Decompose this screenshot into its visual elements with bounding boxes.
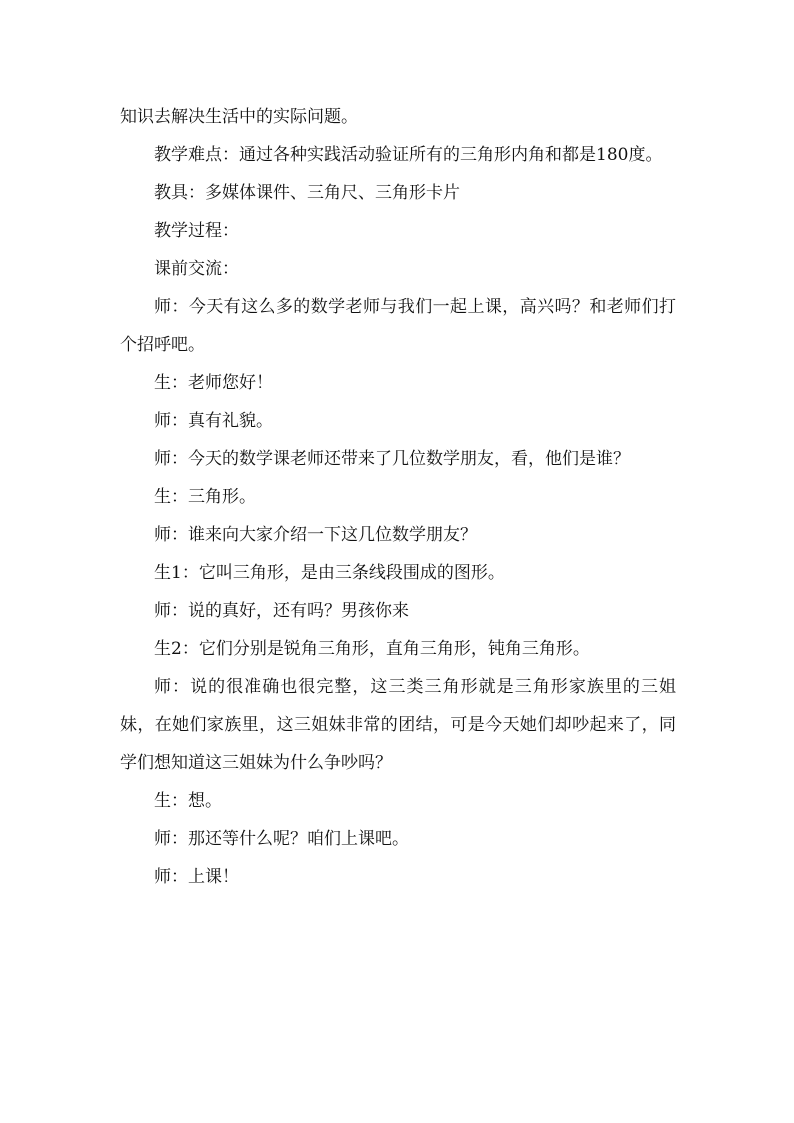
dialogue-line: 生：老师您好！	[154, 373, 273, 393]
dialogue-line: 生：想。	[154, 791, 222, 811]
paragraph-pre-class: 课前交流：	[154, 259, 239, 279]
dialogue-line: 师：今天的数学课老师还带来了几位数学朋友，看，他们是谁？	[154, 449, 630, 469]
dialogue-line: 师：上课！	[154, 867, 239, 887]
dialogue-line: 师：说的很准确也很完整，这三类三角形就是三角形家族里的三姐妹，在她们家族里，这三姐妹非常的团结，可是今天她们却吵起来了，同学们想知道这三姐妹为什么争吵吗？	[120, 677, 676, 773]
dialogue-line: 生2：它们分别是锐角三角形，直角三角形，钝角三角形。	[154, 639, 590, 659]
dialogue-line: 师：真有礼貌。	[154, 411, 273, 431]
paragraph-teaching-process: 教学过程：	[154, 221, 239, 241]
dialogue-line: 生：三角形。	[154, 487, 256, 507]
dialogue-line: 师：今天有这么多的数学老师与我们一起上课，高兴吗？和老师们打个招呼吧。	[120, 297, 676, 355]
paragraph-teaching-difficulty: 教学难点：通过各种实践活动验证所有的三角形内角和都是180度。	[154, 145, 663, 165]
dialogue-line: 师：那还等什么呢？咱们上课吧。	[154, 829, 409, 849]
dialogue-line: 师：谁来向大家介绍一下这几位数学朋友？	[154, 525, 477, 545]
document-body	[120, 98, 676, 896]
paragraph-continuation: 知识去解决生活中的实际问题。	[120, 107, 358, 127]
paragraph-teaching-aids: 教具：多媒体课件、三角尺、三角形卡片	[154, 183, 460, 203]
dialogue-line: 师：说的真好，还有吗？男孩你来	[154, 601, 409, 621]
dialogue-line: 生1：它叫三角形，是由三条线段围成的图形。	[154, 563, 505, 583]
